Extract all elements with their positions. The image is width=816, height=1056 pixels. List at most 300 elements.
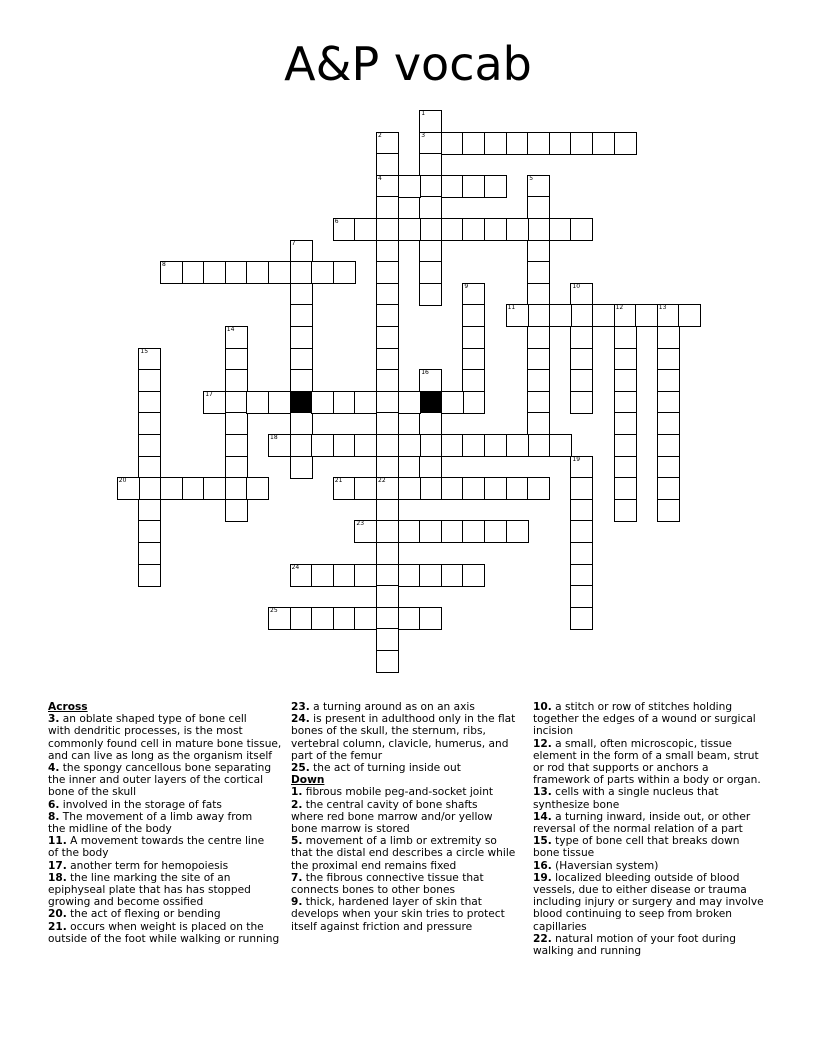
grid-cell[interactable] [441,175,464,198]
grid-cell[interactable] [290,240,313,263]
clue-number: 14 [226,326,235,333]
grid-cell[interactable] [138,369,161,392]
grid-cell[interactable] [506,520,529,543]
clue-number: 16 [421,369,429,377]
clue-text: bone of the skull [48,786,137,799]
grid-cell[interactable] [398,607,421,630]
grid-cell[interactable] [527,434,550,457]
grid-cell[interactable] [462,477,485,500]
grid-cell[interactable] [333,218,356,241]
grid-cell[interactable] [678,304,701,327]
clue [291,835,527,872]
grid-cell[interactable] [549,132,572,155]
clue-text: epiphyseal plate that has has stopped [48,884,251,897]
grid-cell[interactable] [570,283,593,306]
grid-cell[interactable] [225,391,248,414]
grid-cell[interactable] [290,607,313,630]
grid-cell[interactable] [462,132,485,155]
grid-cell[interactable] [614,348,637,371]
grid-cell[interactable] [549,434,572,457]
clue-number-label: 12. [533,737,552,750]
grid-cell[interactable] [462,304,485,327]
grid-cell[interactable] [225,477,248,500]
grid-cell[interactable] [657,304,680,327]
clue [533,835,773,859]
clue-text: a turning around as on an axis [309,701,475,713]
grid-cell[interactable] [527,391,550,414]
grid-cell[interactable] [527,283,550,306]
grid-cell[interactable] [441,391,464,414]
grid-cell[interactable] [527,304,550,327]
grid-cell[interactable] [506,434,529,457]
grid-cell[interactable] [290,304,313,327]
grid-cell[interactable] [138,456,161,479]
clue [48,713,284,762]
grid-cell[interactable] [419,607,442,630]
grid-cell[interactable] [570,391,593,414]
clue-text: framework of parts within a body or organ. [533,774,761,787]
grid-cell[interactable] [592,132,615,155]
grid-cell[interactable] [484,477,507,500]
grid-cell[interactable] [333,477,356,500]
clue-text: where red bone marrow and/or yellow [291,810,493,823]
grid-cell[interactable] [117,477,140,500]
grid-cell[interactable] [311,261,334,284]
grid-cell[interactable] [354,564,377,587]
grid-cell[interactable] [570,542,593,565]
clue-text: blood continuing to seep from broken [533,908,733,921]
grid-cell[interactable] [484,434,507,457]
grid-cell[interactable] [376,520,399,543]
grid-cell[interactable] [527,132,550,155]
grid-cell[interactable] [419,564,442,587]
grid-cell[interactable] [549,218,572,241]
grid-cell[interactable] [441,520,464,543]
clue-number: 24 [291,563,300,571]
grid-cell[interactable] [441,434,464,457]
clue-text: or rod that supports or anchors a [533,762,709,775]
grid-cell[interactable] [419,196,442,219]
clue-text: The movement of a limb away from [59,810,253,823]
grid-cell[interactable] [138,412,161,435]
clue-number-label: 8. [48,810,60,823]
grid-cell[interactable] [419,110,442,133]
clue-text: the inner and outer layers of the cortical [48,774,264,787]
grid-cell[interactable] [657,477,680,500]
down-heading: Down [291,774,325,787]
grid-cell[interactable] [398,391,421,414]
grid-cell[interactable] [376,326,399,349]
clue-text: fibrous mobile peg-and-socket joint [302,786,494,799]
clue-text: growing and become ossified [48,896,204,909]
grid-cell[interactable] [419,218,442,241]
grid-cell[interactable] [462,391,485,414]
grid-cell[interactable] [570,607,593,630]
grid-cell[interactable] [398,564,421,587]
clue [533,933,773,957]
grid-cell[interactable] [182,261,205,284]
grid-cell[interactable] [657,348,680,371]
clue-number: 12 [615,304,624,312]
clue-text: bones of the skull, the sternum, ribs, [291,725,486,738]
grid-cell[interactable] [462,326,485,349]
clue-text: the line marking the site of an [66,871,231,884]
grid-cell[interactable] [614,326,637,349]
clue-text: the spongy cancellous bone separating [59,762,272,775]
grid-cell[interactable] [290,456,313,479]
clue [291,799,527,836]
grid-cell[interactable] [657,434,680,457]
clue [533,860,773,872]
grid-cell[interactable] [290,261,313,284]
clue-number: 22 [378,477,386,485]
grid-cell[interactable] [527,348,550,371]
clue-number: 6 [334,218,339,225]
clue-number: 3 [421,131,426,139]
grid-cell[interactable] [614,391,637,414]
grid-cell[interactable] [592,304,615,327]
grid-cell[interactable] [333,261,356,284]
grid-cell[interactable] [419,261,442,284]
grid-cell[interactable] [570,369,593,392]
clue [48,762,284,799]
clue [48,835,284,859]
clue-text: together the edges of a wound or surgical [533,713,756,726]
grid-cell[interactable] [290,434,313,457]
grid-cell[interactable] [376,153,399,176]
clue-number: 18 [270,434,278,441]
grid-cell[interactable] [506,477,529,500]
grid-cell[interactable] [354,520,377,543]
clue-number-label: 5. [291,835,303,848]
grid-cell[interactable] [614,434,637,457]
grid-cell[interactable] [376,261,399,284]
grid-cell[interactable] [376,283,399,306]
grid-cell[interactable] [203,391,226,414]
grid-cell[interactable] [527,196,550,219]
clue-text: connects bones to other bones [291,884,455,897]
grid-cell[interactable] [376,650,399,673]
clue [291,713,527,762]
grid-cell[interactable] [419,153,442,176]
clues-column-3 [533,701,773,957]
grid-cell[interactable] [246,261,269,284]
grid-cell[interactable] [268,434,291,457]
grid-cell[interactable] [419,477,442,500]
grid-cell[interactable] [290,564,313,587]
grid-cell[interactable] [268,261,291,284]
grid-cell[interactable] [182,477,205,500]
grid-cell[interactable] [419,520,442,543]
clue-text: incision [533,725,574,738]
grid-cell[interactable] [462,434,485,457]
grid-cell[interactable] [311,607,334,630]
grid-cell[interactable] [290,283,313,306]
grid-cell[interactable] [527,369,550,392]
grid-cell[interactable] [614,304,637,327]
clue-text: cells with a single nucleus that [551,786,719,799]
grid-cell[interactable] [635,304,658,327]
grid-cell[interactable] [398,520,421,543]
grid-cell[interactable] [138,542,161,565]
grid-cell[interactable] [246,477,269,500]
grid-cell[interactable] [376,175,399,198]
clue-number: 4 [378,174,382,182]
grid-cell[interactable] [462,369,485,392]
grid-cell[interactable] [614,132,637,155]
grid-cell[interactable] [333,607,356,630]
grid-cell[interactable] [527,261,550,284]
grid-cell[interactable] [354,477,377,500]
grid-cell[interactable] [376,628,399,651]
grid-cell[interactable] [376,434,399,457]
grid-cell[interactable] [376,477,399,500]
clue [533,786,773,810]
grid-cell[interactable] [484,218,507,241]
grid-cell[interactable] [311,564,334,587]
grid-cell[interactable] [419,283,442,306]
grid-cell[interactable] [419,369,442,392]
grid-cell[interactable] [138,564,161,587]
grid-cell[interactable] [484,132,507,155]
clue-number-label: 15. [533,835,552,848]
grid-cell[interactable] [570,326,593,349]
grid-cell[interactable] [311,391,334,414]
grid-cell[interactable] [657,369,680,392]
grid-cell[interactable] [570,499,593,522]
clue-number-label: 4. [48,762,60,775]
grid-cell[interactable] [225,348,248,371]
grid-cell[interactable] [462,283,485,306]
grid-cell[interactable] [376,132,399,155]
grid-cell[interactable] [419,434,442,457]
grid-cell[interactable] [354,607,377,630]
clue [291,872,527,896]
clue-text: thick, hardened layer of skin that [302,896,482,909]
grid-cell[interactable] [268,391,291,414]
grid-cell[interactable] [376,564,399,587]
clue [48,921,284,945]
grid-cell[interactable] [376,196,399,219]
grid-cell[interactable] [462,348,485,371]
grid-cell[interactable] [225,326,248,349]
grid-cell[interactable] [419,132,442,155]
clues-column-1 [48,701,284,945]
grid-cell[interactable] [160,477,183,500]
grid-cell[interactable] [657,391,680,414]
grid-cell[interactable] [225,369,248,392]
grid-cell[interactable] [527,218,550,241]
clue-text: walking and running [533,945,642,958]
clue-text: (Haversian system) [551,859,659,872]
grid-cell[interactable] [246,391,269,414]
grid-cell[interactable] [333,391,356,414]
grid-cell[interactable] [354,434,377,457]
grid-cell[interactable] [614,477,637,500]
grid-cell[interactable] [376,304,399,327]
clue-text: vertebral column, clavicle, humerus, and [291,737,509,750]
grid-cell[interactable] [419,412,442,435]
grid-cell[interactable] [441,477,464,500]
grid-cell[interactable] [657,456,680,479]
clue [48,799,284,811]
grid-cell[interactable] [570,132,593,155]
clue-text: outside of the foot while walking or running [48,932,280,945]
clue-number: 1 [421,110,426,117]
grid-cell[interactable] [138,477,161,500]
clue-text: natural motion of your foot during [551,932,736,945]
grid-cell[interactable] [419,175,442,198]
grid-cell[interactable] [333,434,356,457]
grid-cell[interactable] [506,132,529,155]
clue-number: 23 [356,520,365,528]
clue-number: 21 [334,477,343,485]
grid-cell[interactable] [614,456,637,479]
grid-cell[interactable] [376,391,399,414]
grid-cell[interactable] [138,434,161,457]
grid-cell[interactable] [570,585,593,608]
clue-number-label: 18. [48,871,67,884]
grid-cell[interactable] [354,218,377,241]
grid-cell[interactable] [398,477,421,500]
grid-cell[interactable] [506,304,529,327]
grid-cell[interactable] [462,520,485,543]
grid-cell[interactable] [376,218,399,241]
grid-cell[interactable] [225,412,248,435]
grid-cell[interactable] [225,261,248,284]
grid-cell[interactable] [354,391,377,414]
grid-cell[interactable] [570,564,593,587]
clue-number-label: 17. [48,859,67,872]
grid-cell[interactable] [290,369,313,392]
clues-column-2 [291,701,527,933]
grid-cell[interactable] [138,348,161,371]
grid-cell[interactable] [527,412,550,435]
clue-number: 10 [572,282,581,290]
grid-cell[interactable] [376,412,399,435]
grid-cell[interactable] [570,348,593,371]
clue-text: bone marrow is stored [291,823,410,836]
grid-cell[interactable] [398,434,421,457]
grid-cell[interactable] [376,542,399,565]
grid-cell[interactable] [506,218,529,241]
grid-cell[interactable] [138,520,161,543]
grid-cell[interactable] [290,348,313,371]
clue [291,786,527,798]
across-clue-list [48,713,284,945]
grid-cell[interactable] [657,412,680,435]
grid-cell[interactable] [462,564,485,587]
clue-number-label: 16. [533,859,552,872]
grid-cell[interactable] [549,304,572,327]
grid-cell[interactable] [376,348,399,371]
clue-number-label: 7. [291,871,303,884]
clue-text: type of bone cell that breaks down [551,835,740,848]
grid-cell[interactable] [570,520,593,543]
grid-cell[interactable] [441,132,464,155]
grid-cell[interactable] [527,477,550,500]
grid-cell[interactable] [570,477,593,500]
grid-cell[interactable] [484,520,507,543]
grid-cell[interactable] [462,175,485,198]
clue-number-label: 3. [48,713,60,726]
clue-text: a small, often microscopic, tissue [551,737,732,750]
clue-number-label: 11. [48,835,67,848]
grid-cell[interactable] [376,456,399,479]
grid-cell[interactable] [657,499,680,522]
clue-text: capillaries [533,920,587,933]
black-square [419,391,442,414]
grid-cell[interactable] [398,218,421,241]
clue-number-label: 1. [291,786,303,799]
grid-cell[interactable] [462,218,485,241]
clue-number-label: 21. [48,920,67,933]
grid-cell[interactable] [441,218,464,241]
grid-cell[interactable] [376,369,399,392]
grid-cell[interactable] [614,412,637,435]
grid-cell[interactable] [484,175,507,198]
clue-text: the act of turning inside out [309,762,461,775]
grid-cell[interactable] [419,456,442,479]
clue [533,701,773,738]
grid-cell[interactable] [376,499,399,522]
grid-cell[interactable] [376,585,399,608]
clue [48,811,284,835]
clue-number: 7 [291,239,296,247]
grid-cell[interactable] [138,391,161,414]
grid-cell[interactable] [376,240,399,263]
puzzle-title: A&P vocab [284,37,532,91]
clue-text: with dendritic processes, is the most [48,725,243,738]
grid-cell[interactable] [290,326,313,349]
clue [533,811,773,835]
grid-cell[interactable] [527,240,550,263]
grid-cell[interactable] [527,175,550,198]
grid-cell[interactable] [570,304,593,327]
grid-cell[interactable] [138,499,161,522]
grid-cell[interactable] [419,240,442,263]
grid-cell[interactable] [203,261,226,284]
clue-number-label: 22. [533,932,552,945]
grid-cell[interactable] [225,434,248,457]
grid-cell[interactable] [225,456,248,479]
grid-cell[interactable] [203,477,226,500]
grid-cell[interactable] [570,218,593,241]
grid-cell[interactable] [614,499,637,522]
grid-cell[interactable] [268,607,291,630]
clue-text: is present in adulthood only in the flat [309,713,516,726]
clue-text: localized bleeding outside of blood [551,871,740,884]
grid-cell[interactable] [225,499,248,522]
grid-cell[interactable] [376,607,399,630]
clue [48,872,284,909]
grid-cell[interactable] [657,326,680,349]
grid-cell[interactable] [398,175,421,198]
grid-cell[interactable] [441,564,464,587]
clue-number-label: 6. [48,798,60,811]
grid-cell[interactable] [311,434,334,457]
clue [48,908,284,920]
grid-cell[interactable] [160,261,183,284]
grid-cell[interactable] [290,412,313,435]
grid-cell[interactable] [527,326,550,349]
across-clue-list-cont [291,701,527,774]
grid-cell[interactable] [333,564,356,587]
clue-number-label: 24. [291,713,310,726]
grid-cell[interactable] [614,369,637,392]
grid-cell[interactable] [570,456,593,479]
clue-text: a stitch or row of stitches holding [551,701,733,713]
